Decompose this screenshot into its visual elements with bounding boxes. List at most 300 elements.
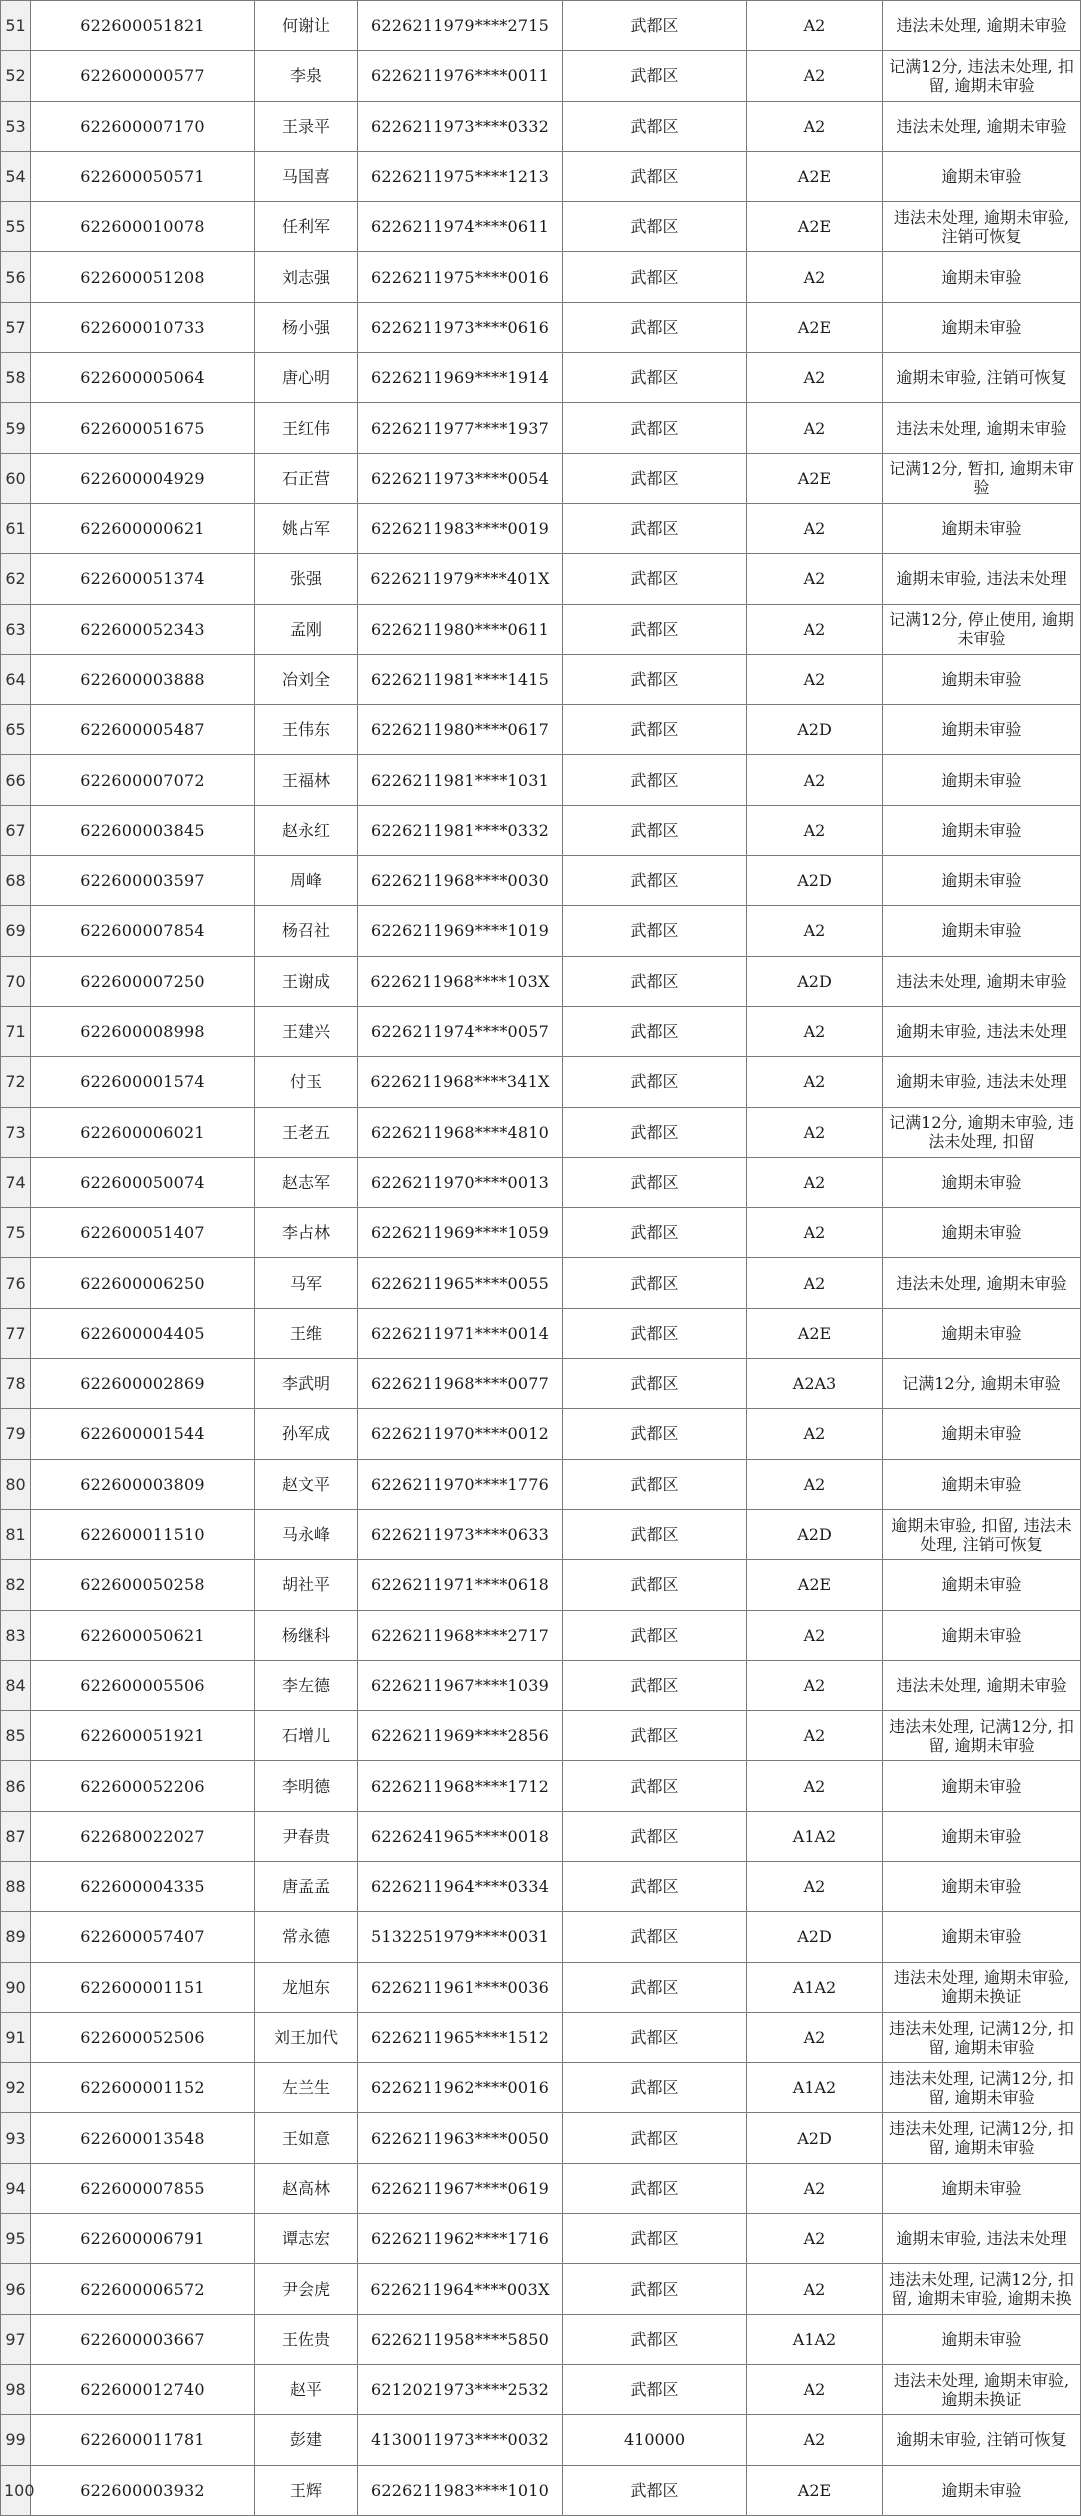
status-cell[interactable]: 违法未处理, 逾期未审验 — [883, 101, 1081, 151]
id-number-cell[interactable]: 6226211962****1716 — [358, 2214, 563, 2264]
id-number-cell[interactable]: 6226211980****0617 — [358, 705, 563, 755]
driver-name-cell[interactable]: 赵文平 — [255, 1459, 358, 1509]
license-number-cell[interactable]: 622600013548 — [31, 2113, 255, 2163]
license-number-cell[interactable]: 622600011510 — [31, 1509, 255, 1559]
district-cell[interactable]: 武都区 — [563, 1157, 747, 1207]
license-number-cell[interactable]: 622600050258 — [31, 1560, 255, 1610]
status-cell[interactable]: 违法未处理, 逾期未审验 — [883, 1660, 1081, 1710]
district-cell[interactable]: 武都区 — [563, 1, 747, 51]
status-cell[interactable]: 逾期未审验, 注销可恢复 — [883, 353, 1081, 403]
status-cell[interactable]: 违法未处理, 记满12分, 扣留, 逾期未审验 — [883, 2063, 1081, 2113]
license-class-cell[interactable]: A2 — [747, 1610, 883, 1660]
license-class-cell[interactable]: A2 — [747, 805, 883, 855]
license-number-cell[interactable]: 622600003597 — [31, 856, 255, 906]
license-class-cell[interactable]: A2 — [747, 503, 883, 553]
id-number-cell[interactable]: 6226241965****0018 — [358, 1811, 563, 1861]
status-cell[interactable]: 逾期未审验 — [883, 705, 1081, 755]
license-class-cell[interactable]: A2 — [747, 604, 883, 654]
license-class-cell[interactable]: A2E — [747, 202, 883, 252]
id-number-cell[interactable]: 4130011973****0032 — [358, 2415, 563, 2465]
license-number-cell[interactable]: 622600007854 — [31, 906, 255, 956]
driver-name-cell[interactable]: 杨继科 — [255, 1610, 358, 1660]
status-cell[interactable]: 逾期未审验 — [883, 151, 1081, 201]
license-class-cell[interactable]: A2D — [747, 705, 883, 755]
license-number-cell[interactable]: 622600050571 — [31, 151, 255, 201]
license-class-cell[interactable]: A2 — [747, 906, 883, 956]
id-number-cell[interactable]: 6226211973****0332 — [358, 101, 563, 151]
row-number-cell[interactable]: 75 — [1, 1208, 31, 1258]
license-class-cell[interactable]: A1A2 — [747, 1811, 883, 1861]
license-number-cell[interactable]: 622600005064 — [31, 353, 255, 403]
row-number-cell[interactable]: 62 — [1, 554, 31, 604]
district-cell[interactable]: 武都区 — [563, 755, 747, 805]
row-number-cell[interactable]: 99 — [1, 2415, 31, 2465]
driver-name-cell[interactable]: 马军 — [255, 1258, 358, 1308]
license-number-cell[interactable]: 622600006791 — [31, 2214, 255, 2264]
license-class-cell[interactable]: A2A3 — [747, 1359, 883, 1409]
id-number-cell[interactable]: 6226211976****0011 — [358, 51, 563, 101]
driver-name-cell[interactable]: 赵平 — [255, 2364, 358, 2414]
license-class-cell[interactable]: A2 — [747, 51, 883, 101]
row-number-cell[interactable]: 95 — [1, 2214, 31, 2264]
id-number-cell[interactable]: 6226211968****0077 — [358, 1359, 563, 1409]
row-number-cell[interactable]: 70 — [1, 956, 31, 1006]
district-cell[interactable]: 武都区 — [563, 101, 747, 151]
row-number-cell[interactable]: 73 — [1, 1107, 31, 1157]
id-number-cell[interactable]: 6226211979****2715 — [358, 1, 563, 51]
status-cell[interactable]: 逾期未审验 — [883, 2465, 1081, 2515]
driver-name-cell[interactable]: 赵高林 — [255, 2163, 358, 2213]
row-number-cell[interactable]: 60 — [1, 453, 31, 503]
id-number-cell[interactable]: 6226211974****0611 — [358, 202, 563, 252]
id-number-cell[interactable]: 6226211958****5850 — [358, 2314, 563, 2364]
district-cell[interactable]: 武都区 — [563, 856, 747, 906]
license-number-cell[interactable]: 622600052506 — [31, 2012, 255, 2062]
district-cell[interactable]: 武都区 — [563, 2314, 747, 2364]
driver-name-cell[interactable]: 唐心明 — [255, 353, 358, 403]
row-number-cell[interactable]: 87 — [1, 1811, 31, 1861]
status-cell[interactable]: 逾期未审验 — [883, 503, 1081, 553]
row-number-cell[interactable]: 81 — [1, 1509, 31, 1559]
id-number-cell[interactable]: 6226211981****0332 — [358, 805, 563, 855]
status-cell[interactable]: 违法未处理, 逾期未审验 — [883, 403, 1081, 453]
id-number-cell[interactable]: 6226211968****103X — [358, 956, 563, 1006]
row-number-cell[interactable]: 98 — [1, 2364, 31, 2414]
status-cell[interactable]: 记满12分, 违法未处理, 扣留, 逾期未审验 — [883, 51, 1081, 101]
driver-name-cell[interactable]: 李左德 — [255, 1660, 358, 1710]
status-cell[interactable]: 违法未处理, 记满12分, 扣留, 逾期未审验 — [883, 1711, 1081, 1761]
status-cell[interactable]: 违法未处理, 逾期未审验, 逾期未换证 — [883, 2364, 1081, 2414]
license-class-cell[interactable]: A2 — [747, 101, 883, 151]
driver-name-cell[interactable]: 常永德 — [255, 1912, 358, 1962]
id-number-cell[interactable]: 6226211983****1010 — [358, 2465, 563, 2515]
district-cell[interactable]: 武都区 — [563, 1359, 747, 1409]
license-class-cell[interactable]: A2D — [747, 956, 883, 1006]
status-cell[interactable]: 逾期未审验, 违法未处理 — [883, 1057, 1081, 1107]
row-number-cell[interactable]: 64 — [1, 654, 31, 704]
row-number-cell[interactable]: 85 — [1, 1711, 31, 1761]
license-class-cell[interactable]: A2 — [747, 1157, 883, 1207]
status-cell[interactable]: 逾期未审验 — [883, 1912, 1081, 1962]
license-number-cell[interactable]: 622600003667 — [31, 2314, 255, 2364]
row-number-cell[interactable]: 92 — [1, 2063, 31, 2113]
license-number-cell[interactable]: 622600051407 — [31, 1208, 255, 1258]
status-cell[interactable]: 逾期未审验 — [883, 1560, 1081, 1610]
license-number-cell[interactable]: 622600001152 — [31, 2063, 255, 2113]
license-class-cell[interactable]: A2 — [747, 1660, 883, 1710]
license-class-cell[interactable]: A2 — [747, 1057, 883, 1107]
status-cell[interactable]: 逾期未审验 — [883, 302, 1081, 352]
district-cell[interactable]: 武都区 — [563, 906, 747, 956]
license-class-cell[interactable]: A1A2 — [747, 1962, 883, 2012]
id-number-cell[interactable]: 6226211971****0014 — [358, 1308, 563, 1358]
driver-name-cell[interactable]: 刘王加代 — [255, 2012, 358, 2062]
status-cell[interactable]: 逾期未审验 — [883, 805, 1081, 855]
license-number-cell[interactable]: 622600051374 — [31, 554, 255, 604]
id-number-cell[interactable]: 6226211983****0019 — [358, 503, 563, 553]
status-cell[interactable]: 逾期未审验 — [883, 1610, 1081, 1660]
driver-name-cell[interactable]: 石正营 — [255, 453, 358, 503]
license-number-cell[interactable]: 622600006572 — [31, 2264, 255, 2314]
row-number-cell[interactable]: 74 — [1, 1157, 31, 1207]
license-number-cell[interactable]: 622600051208 — [31, 252, 255, 302]
district-cell[interactable]: 武都区 — [563, 654, 747, 704]
driver-name-cell[interactable]: 何谢让 — [255, 1, 358, 51]
license-number-cell[interactable]: 622600004929 — [31, 453, 255, 503]
district-cell[interactable]: 武都区 — [563, 1560, 747, 1610]
district-cell[interactable]: 武都区 — [563, 1258, 747, 1308]
license-number-cell[interactable]: 622600007855 — [31, 2163, 255, 2213]
driver-name-cell[interactable]: 左兰生 — [255, 2063, 358, 2113]
row-number-cell[interactable]: 79 — [1, 1409, 31, 1459]
district-cell[interactable]: 武都区 — [563, 1459, 747, 1509]
license-number-cell[interactable]: 622600050074 — [31, 1157, 255, 1207]
district-cell[interactable]: 武都区 — [563, 554, 747, 604]
row-number-cell[interactable]: 68 — [1, 856, 31, 906]
id-number-cell[interactable]: 6226211970****1776 — [358, 1459, 563, 1509]
district-cell[interactable]: 武都区 — [563, 1308, 747, 1358]
district-cell[interactable]: 武都区 — [563, 705, 747, 755]
status-cell[interactable]: 记满12分, 停止使用, 逾期未审验 — [883, 604, 1081, 654]
id-number-cell[interactable]: 6226211965****1512 — [358, 2012, 563, 2062]
driver-name-cell[interactable]: 王谢成 — [255, 956, 358, 1006]
status-cell[interactable]: 违法未处理, 逾期未审验, 注销可恢复 — [883, 202, 1081, 252]
id-number-cell[interactable]: 6226211973****0054 — [358, 453, 563, 503]
id-number-cell[interactable]: 6226211968****1712 — [358, 1761, 563, 1811]
row-number-cell[interactable]: 61 — [1, 503, 31, 553]
id-number-cell[interactable]: 6226211967****0619 — [358, 2163, 563, 2213]
license-number-cell[interactable]: 622600050621 — [31, 1610, 255, 1660]
license-number-cell[interactable]: 622600003932 — [31, 2465, 255, 2515]
driver-name-cell[interactable]: 王伟东 — [255, 705, 358, 755]
id-number-cell[interactable]: 6226211968****0030 — [358, 856, 563, 906]
id-number-cell[interactable]: 6226211980****0611 — [358, 604, 563, 654]
district-cell[interactable]: 武都区 — [563, 2063, 747, 2113]
status-cell[interactable]: 逾期未审验 — [883, 1761, 1081, 1811]
status-cell[interactable]: 逾期未审验 — [883, 755, 1081, 805]
license-class-cell[interactable]: A2E — [747, 302, 883, 352]
license-class-cell[interactable]: A2 — [747, 2264, 883, 2314]
status-cell[interactable]: 逾期未审验 — [883, 1861, 1081, 1911]
district-cell[interactable]: 武都区 — [563, 403, 747, 453]
license-number-cell[interactable]: 622600007170 — [31, 101, 255, 151]
status-cell[interactable]: 违法未处理, 记满12分, 扣留, 逾期未审验, 逾期未换 — [883, 2264, 1081, 2314]
district-cell[interactable]: 武都区 — [563, 2012, 747, 2062]
id-number-cell[interactable]: 6226211977****1937 — [358, 403, 563, 453]
status-cell[interactable]: 逾期未审验, 注销可恢复 — [883, 2415, 1081, 2465]
driver-name-cell[interactable]: 龙旭东 — [255, 1962, 358, 2012]
status-cell[interactable]: 记满12分, 暂扣, 逾期未审验 — [883, 453, 1081, 503]
status-cell[interactable]: 违法未处理, 逾期未审验, 逾期未换证 — [883, 1962, 1081, 2012]
id-number-cell[interactable]: 6226211967****1039 — [358, 1660, 563, 1710]
license-class-cell[interactable]: A2 — [747, 554, 883, 604]
license-number-cell[interactable]: 622600001151 — [31, 1962, 255, 2012]
id-number-cell[interactable]: 6226211963****0050 — [358, 2113, 563, 2163]
driver-name-cell[interactable]: 周峰 — [255, 856, 358, 906]
license-class-cell[interactable]: A2E — [747, 2465, 883, 2515]
district-cell[interactable]: 武都区 — [563, 1711, 747, 1761]
district-cell[interactable]: 武都区 — [563, 1912, 747, 1962]
license-class-cell[interactable]: A2D — [747, 856, 883, 906]
id-number-cell[interactable]: 6226211969****1914 — [358, 353, 563, 403]
license-number-cell[interactable]: 622600010078 — [31, 202, 255, 252]
row-number-cell[interactable]: 94 — [1, 2163, 31, 2213]
driver-name-cell[interactable]: 马国喜 — [255, 151, 358, 201]
license-class-cell[interactable]: A1A2 — [747, 2314, 883, 2364]
driver-name-cell[interactable]: 李泉 — [255, 51, 358, 101]
status-cell[interactable]: 逾期未审验, 违法未处理 — [883, 2214, 1081, 2264]
district-cell[interactable]: 武都区 — [563, 1208, 747, 1258]
district-cell[interactable]: 武都区 — [563, 2465, 747, 2515]
driver-name-cell[interactable]: 王录平 — [255, 101, 358, 151]
id-number-cell[interactable]: 6226211975****1213 — [358, 151, 563, 201]
license-class-cell[interactable]: A1A2 — [747, 2063, 883, 2113]
license-number-cell[interactable]: 622600051675 — [31, 403, 255, 453]
license-number-cell[interactable]: 622600000621 — [31, 503, 255, 553]
driver-name-cell[interactable]: 冶刘全 — [255, 654, 358, 704]
status-cell[interactable]: 逾期未审验, 违法未处理 — [883, 554, 1081, 604]
driver-name-cell[interactable]: 王福林 — [255, 755, 358, 805]
license-class-cell[interactable]: A2E — [747, 1308, 883, 1358]
status-cell[interactable]: 逾期未审验 — [883, 252, 1081, 302]
status-cell[interactable]: 逾期未审验 — [883, 1459, 1081, 1509]
district-cell[interactable]: 武都区 — [563, 1861, 747, 1911]
row-number-cell[interactable]: 90 — [1, 1962, 31, 2012]
row-number-cell[interactable]: 93 — [1, 2113, 31, 2163]
status-cell[interactable]: 逾期未审验 — [883, 1208, 1081, 1258]
driver-name-cell[interactable]: 刘志强 — [255, 252, 358, 302]
license-number-cell[interactable]: 622600052206 — [31, 1761, 255, 1811]
row-number-cell[interactable]: 53 — [1, 101, 31, 151]
row-number-cell[interactable]: 76 — [1, 1258, 31, 1308]
district-cell[interactable]: 武都区 — [563, 1660, 747, 1710]
license-class-cell[interactable]: A2 — [747, 2364, 883, 2414]
district-cell[interactable]: 武都区 — [563, 202, 747, 252]
row-number-cell[interactable]: 71 — [1, 1006, 31, 1056]
id-number-cell[interactable]: 6226211961****0036 — [358, 1962, 563, 2012]
district-cell[interactable]: 武都区 — [563, 956, 747, 1006]
driver-name-cell[interactable]: 赵志军 — [255, 1157, 358, 1207]
license-number-cell[interactable]: 622600004335 — [31, 1861, 255, 1911]
status-cell[interactable]: 违法未处理, 逾期未审验 — [883, 1258, 1081, 1308]
driver-name-cell[interactable]: 尹春贵 — [255, 1811, 358, 1861]
license-class-cell[interactable]: A2 — [747, 654, 883, 704]
license-class-cell[interactable]: A2 — [747, 2214, 883, 2264]
driver-name-cell[interactable]: 王辉 — [255, 2465, 358, 2515]
driver-name-cell[interactable]: 孙军成 — [255, 1409, 358, 1459]
id-number-cell[interactable]: 6226211969****2856 — [358, 1711, 563, 1761]
id-number-cell[interactable]: 6226211969****1019 — [358, 906, 563, 956]
license-class-cell[interactable]: A2 — [747, 1258, 883, 1308]
driver-name-cell[interactable]: 张强 — [255, 554, 358, 604]
district-cell[interactable]: 武都区 — [563, 1761, 747, 1811]
license-class-cell[interactable]: A2 — [747, 1208, 883, 1258]
row-number-cell[interactable]: 54 — [1, 151, 31, 201]
district-cell[interactable]: 武都区 — [563, 2113, 747, 2163]
row-number-cell[interactable]: 86 — [1, 1761, 31, 1811]
driver-name-cell[interactable]: 王红伟 — [255, 403, 358, 453]
license-number-cell[interactable]: 622600010733 — [31, 302, 255, 352]
row-number-cell[interactable]: 69 — [1, 906, 31, 956]
driver-name-cell[interactable]: 李明德 — [255, 1761, 358, 1811]
id-number-cell[interactable]: 6226211968****4810 — [358, 1107, 563, 1157]
district-cell[interactable]: 武都区 — [563, 1962, 747, 2012]
id-number-cell[interactable]: 6226211970****0013 — [358, 1157, 563, 1207]
district-cell[interactable]: 武都区 — [563, 1509, 747, 1559]
status-cell[interactable]: 逾期未审验 — [883, 1811, 1081, 1861]
district-cell[interactable]: 武都区 — [563, 2163, 747, 2213]
license-number-cell[interactable]: 622600005506 — [31, 1660, 255, 1710]
license-number-cell[interactable]: 622680022027 — [31, 1811, 255, 1861]
status-cell[interactable]: 逾期未审验 — [883, 2163, 1081, 2213]
license-class-cell[interactable]: A2 — [747, 2163, 883, 2213]
driver-name-cell[interactable]: 王建兴 — [255, 1006, 358, 1056]
id-number-cell[interactable]: 6226211962****0016 — [358, 2063, 563, 2113]
license-class-cell[interactable]: A2 — [747, 2012, 883, 2062]
driver-name-cell[interactable]: 马永峰 — [255, 1509, 358, 1559]
status-cell[interactable]: 逾期未审验 — [883, 654, 1081, 704]
row-number-cell[interactable]: 57 — [1, 302, 31, 352]
status-cell[interactable]: 逾期未审验 — [883, 1409, 1081, 1459]
district-cell[interactable]: 武都区 — [563, 252, 747, 302]
id-number-cell[interactable]: 6226211981****1031 — [358, 755, 563, 805]
district-cell[interactable]: 武都区 — [563, 1057, 747, 1107]
district-cell[interactable]: 武都区 — [563, 805, 747, 855]
license-class-cell[interactable]: A2 — [747, 252, 883, 302]
license-number-cell[interactable]: 622600001574 — [31, 1057, 255, 1107]
status-cell[interactable]: 逾期未审验 — [883, 906, 1081, 956]
district-cell[interactable]: 武都区 — [563, 151, 747, 201]
id-number-cell[interactable]: 6226211979****401X — [358, 554, 563, 604]
license-number-cell[interactable]: 622600005487 — [31, 705, 255, 755]
status-cell[interactable]: 记满12分, 逾期未审验, 违法未处理, 扣留 — [883, 1107, 1081, 1157]
district-cell[interactable]: 武都区 — [563, 503, 747, 553]
district-cell[interactable]: 武都区 — [563, 302, 747, 352]
license-class-cell[interactable]: A2 — [747, 1006, 883, 1056]
license-class-cell[interactable]: A2D — [747, 1509, 883, 1559]
driver-name-cell[interactable]: 李占林 — [255, 1208, 358, 1258]
id-number-cell[interactable]: 6226211964****003X — [358, 2264, 563, 2314]
license-class-cell[interactable]: A2 — [747, 1409, 883, 1459]
driver-name-cell[interactable]: 尹会虎 — [255, 2264, 358, 2314]
status-cell[interactable]: 违法未处理, 记满12分, 扣留, 逾期未审验 — [883, 2012, 1081, 2062]
row-number-cell[interactable]: 78 — [1, 1359, 31, 1409]
id-number-cell[interactable]: 6226211981****1415 — [358, 654, 563, 704]
license-number-cell[interactable]: 622600006250 — [31, 1258, 255, 1308]
row-number-cell[interactable]: 88 — [1, 1861, 31, 1911]
row-number-cell[interactable]: 82 — [1, 1560, 31, 1610]
license-class-cell[interactable]: A2E — [747, 1560, 883, 1610]
district-cell[interactable]: 武都区 — [563, 51, 747, 101]
driver-name-cell[interactable]: 杨召社 — [255, 906, 358, 956]
row-number-cell[interactable]: 89 — [1, 1912, 31, 1962]
row-number-cell[interactable]: 83 — [1, 1610, 31, 1660]
driver-name-cell[interactable]: 王维 — [255, 1308, 358, 1358]
license-class-cell[interactable]: A2 — [747, 403, 883, 453]
district-cell[interactable]: 武都区 — [563, 1006, 747, 1056]
driver-name-cell[interactable]: 赵永红 — [255, 805, 358, 855]
status-cell[interactable]: 记满12分, 逾期未审验 — [883, 1359, 1081, 1409]
license-number-cell[interactable]: 622600012740 — [31, 2364, 255, 2414]
license-number-cell[interactable]: 622600003845 — [31, 805, 255, 855]
id-number-cell[interactable]: 6226211964****0334 — [358, 1861, 563, 1911]
license-number-cell[interactable]: 622600006021 — [31, 1107, 255, 1157]
district-cell[interactable]: 武都区 — [563, 1610, 747, 1660]
license-class-cell[interactable]: A2E — [747, 151, 883, 201]
row-number-cell[interactable]: 65 — [1, 705, 31, 755]
district-cell[interactable]: 武都区 — [563, 1409, 747, 1459]
status-cell[interactable]: 违法未处理, 逾期未审验 — [883, 956, 1081, 1006]
status-cell[interactable]: 逾期未审验 — [883, 1308, 1081, 1358]
row-number-cell[interactable]: 97 — [1, 2314, 31, 2364]
status-cell[interactable]: 逾期未审验, 违法未处理 — [883, 1006, 1081, 1056]
license-class-cell[interactable]: A2 — [747, 1761, 883, 1811]
license-number-cell[interactable]: 622600007250 — [31, 956, 255, 1006]
license-class-cell[interactable]: A2 — [747, 1, 883, 51]
id-number-cell[interactable]: 6226211973****0616 — [358, 302, 563, 352]
row-number-cell[interactable]: 77 — [1, 1308, 31, 1358]
row-number-cell[interactable]: 80 — [1, 1459, 31, 1509]
driver-name-cell[interactable]: 胡社平 — [255, 1560, 358, 1610]
driver-name-cell[interactable]: 唐孟孟 — [255, 1861, 358, 1911]
row-number-cell[interactable]: 91 — [1, 2012, 31, 2062]
id-number-cell[interactable]: 5132251979****0031 — [358, 1912, 563, 1962]
row-number-cell[interactable]: 63 — [1, 604, 31, 654]
district-cell[interactable]: 410000 — [563, 2415, 747, 2465]
driver-name-cell[interactable]: 姚占军 — [255, 503, 358, 553]
row-number-cell[interactable]: 96 — [1, 2264, 31, 2314]
district-cell[interactable]: 武都区 — [563, 604, 747, 654]
district-cell[interactable]: 武都区 — [563, 2264, 747, 2314]
driver-name-cell[interactable]: 付玉 — [255, 1057, 358, 1107]
id-number-cell[interactable]: 6226211971****0618 — [358, 1560, 563, 1610]
driver-name-cell[interactable]: 孟刚 — [255, 604, 358, 654]
license-number-cell[interactable]: 622600057407 — [31, 1912, 255, 1962]
row-number-cell[interactable]: 58 — [1, 353, 31, 403]
license-number-cell[interactable]: 622600011781 — [31, 2415, 255, 2465]
license-class-cell[interactable]: A2D — [747, 1912, 883, 1962]
driver-name-cell[interactable]: 石增儿 — [255, 1711, 358, 1761]
license-class-cell[interactable]: A2E — [747, 453, 883, 503]
driver-name-cell[interactable]: 王如意 — [255, 2113, 358, 2163]
id-number-cell[interactable]: 6226211973****0633 — [358, 1509, 563, 1559]
license-class-cell[interactable]: A2 — [747, 1711, 883, 1761]
driver-name-cell[interactable]: 彭建 — [255, 2415, 358, 2465]
row-number-cell[interactable]: 67 — [1, 805, 31, 855]
status-cell[interactable]: 逾期未审验 — [883, 856, 1081, 906]
license-number-cell[interactable]: 622600052343 — [31, 604, 255, 654]
id-number-cell[interactable]: 6226211975****0016 — [358, 252, 563, 302]
